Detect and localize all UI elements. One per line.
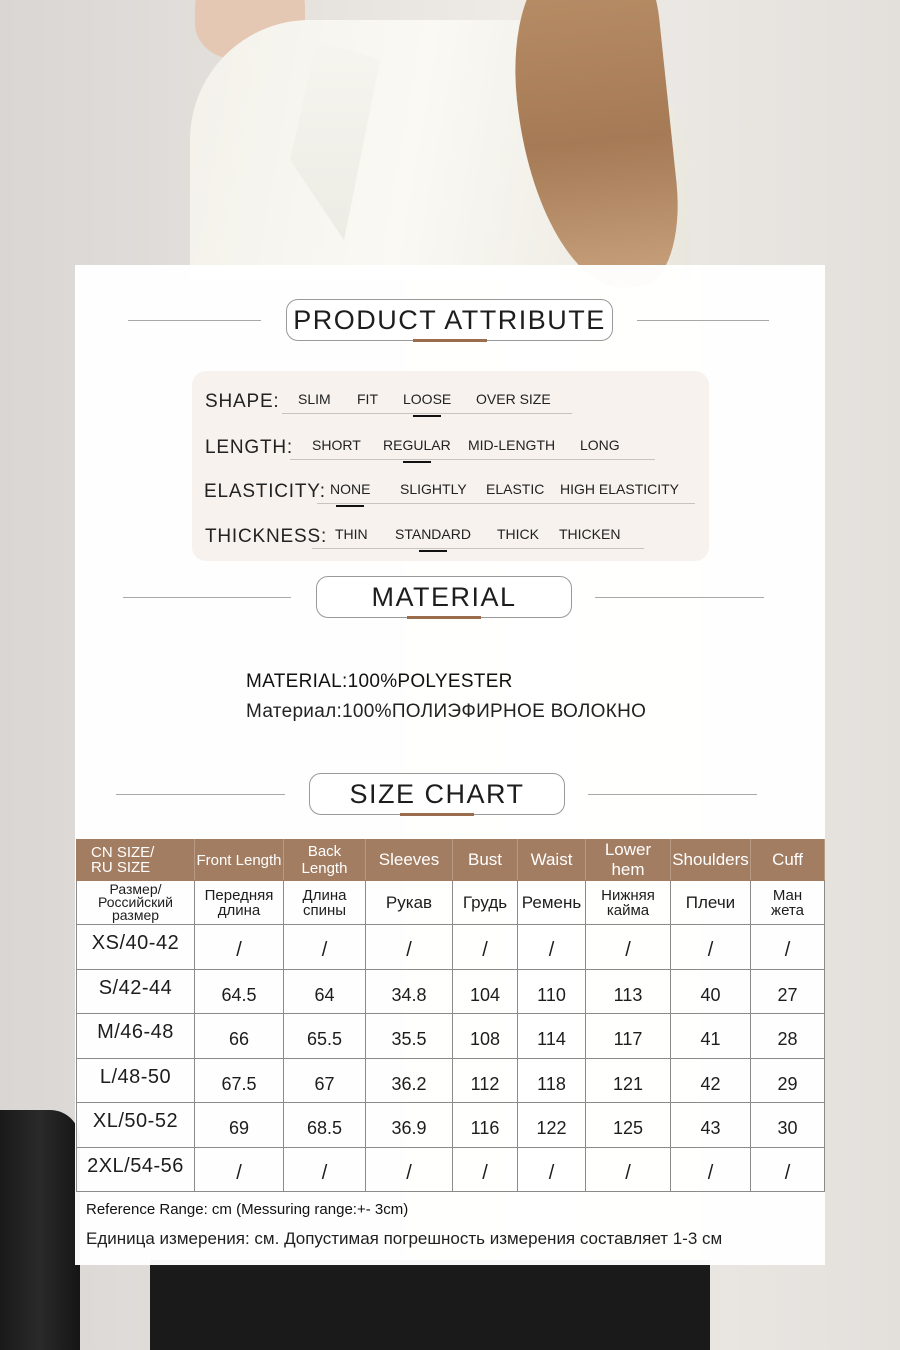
attr-label: THICKNESS: xyxy=(205,526,328,547)
header-cell: Front Length xyxy=(195,840,284,881)
attr-rule xyxy=(312,548,644,549)
info-panel xyxy=(75,265,825,1265)
attr-option: THICKEN xyxy=(559,526,621,542)
header-cell: Lower hem xyxy=(586,840,671,881)
size-value: 28 xyxy=(751,1014,825,1059)
attr-row-thickness xyxy=(192,524,709,554)
size-value: 113 xyxy=(586,969,671,1014)
size-value: 67.5 xyxy=(195,1058,284,1103)
attr-option: SHORT xyxy=(312,437,361,453)
attr-row-length xyxy=(192,435,709,465)
header-cell: Bust xyxy=(453,840,518,881)
size-value: 43 xyxy=(671,1103,751,1148)
ru-header-cell: Нижняя кайма xyxy=(586,881,671,925)
size-label: S/42-44 xyxy=(77,969,195,1014)
attr-label: LENGTH: xyxy=(205,437,293,458)
attr-option: THIN xyxy=(335,526,368,542)
size-value: 64 xyxy=(284,969,366,1014)
attr-label: SHAPE: xyxy=(205,391,280,412)
size-value: 104 xyxy=(453,969,518,1014)
divider-line xyxy=(637,320,769,321)
size-value: 67 xyxy=(284,1058,366,1103)
material-line-ru: Материал:100%ПОЛИЭФИРНОЕ ВОЛОКНО xyxy=(246,701,647,722)
size-label: XL/50-52 xyxy=(77,1103,195,1148)
black-pants xyxy=(150,1260,710,1350)
section-title-text: MATERIAL xyxy=(371,581,517,612)
ru-header-text: Российский xyxy=(98,894,173,910)
size-value: 112 xyxy=(453,1058,518,1103)
divider-line xyxy=(588,794,757,795)
ru-header-text: Размер/ xyxy=(109,881,162,897)
size-value: 108 xyxy=(453,1014,518,1059)
attr-option: THICK xyxy=(497,526,539,542)
reference-note-en: Reference Range: cm (Messuring range:+- 3cm) xyxy=(86,1201,409,1218)
size-value: / xyxy=(586,1147,671,1192)
attr-option: FIT xyxy=(357,391,378,407)
size-value: / xyxy=(751,925,825,970)
size-row-xl xyxy=(77,1103,825,1148)
size-value: / xyxy=(453,1147,518,1192)
size-label: L/48-50 xyxy=(77,1058,195,1103)
size-row-2xl xyxy=(77,1147,825,1192)
material-title xyxy=(316,576,572,618)
header-cell: Shoulders xyxy=(671,840,751,881)
size-value: / xyxy=(195,1147,284,1192)
size-value: 29 xyxy=(751,1058,825,1103)
header-cell: Waist xyxy=(518,840,586,881)
size-value: 122 xyxy=(518,1103,586,1148)
size-value: 40 xyxy=(671,969,751,1014)
size-value: / xyxy=(518,1147,586,1192)
attr-rule xyxy=(290,459,655,460)
ru-header-cell: Ремень xyxy=(518,881,586,925)
size-value: 30 xyxy=(751,1103,825,1148)
header-text: RU SIZE xyxy=(91,859,151,876)
ru-header-cell: Ман жета xyxy=(751,881,825,925)
size-ru-header-row xyxy=(77,881,825,925)
size-row-xs xyxy=(77,925,825,970)
size-value: 36.2 xyxy=(366,1058,453,1103)
size-value: / xyxy=(366,925,453,970)
section-title-text: SIZE CHART xyxy=(349,778,525,809)
size-value: / xyxy=(195,925,284,970)
size-value: 41 xyxy=(671,1014,751,1059)
header-text: CN SIZE/ xyxy=(91,844,155,861)
ru-header-size xyxy=(77,881,195,925)
product-attribute-title xyxy=(286,299,613,341)
ru-header-cell: Передняя длина xyxy=(195,881,284,925)
size-value: 27 xyxy=(751,969,825,1014)
ru-header-cell: Длина спины xyxy=(284,881,366,925)
size-value: 42 xyxy=(671,1058,751,1103)
material-line-en: MATERIAL:100%POLYESTER xyxy=(246,671,513,692)
attr-label: ELASTICITY: xyxy=(204,481,326,502)
attr-option: SLIGHTLY xyxy=(400,481,467,497)
attr-row-shape xyxy=(192,389,709,419)
title-underline xyxy=(413,339,487,342)
attr-option-selected: REGULAR xyxy=(383,437,451,453)
size-value: / xyxy=(518,925,586,970)
ru-header-cell: Плечи xyxy=(671,881,751,925)
attr-option: SLIM xyxy=(298,391,331,407)
size-value: 118 xyxy=(518,1058,586,1103)
size-value: / xyxy=(751,1147,825,1192)
ru-header-cell: Рукав xyxy=(366,881,453,925)
size-value: 69 xyxy=(195,1103,284,1148)
attr-option: ELASTIC xyxy=(486,481,545,497)
size-chart-title xyxy=(309,773,565,815)
divider-line xyxy=(123,597,291,598)
title-underline xyxy=(400,813,474,816)
size-row-l xyxy=(77,1058,825,1103)
attr-option: LONG xyxy=(580,437,620,453)
attr-option-selected: STANDARD xyxy=(395,526,471,542)
size-value: / xyxy=(284,1147,366,1192)
ru-header-text: размер xyxy=(111,907,160,923)
size-row-s xyxy=(77,969,825,1014)
title-underline xyxy=(407,616,481,619)
size-value: 65.5 xyxy=(284,1014,366,1059)
size-label: M/46-48 xyxy=(77,1014,195,1059)
size-value: 125 xyxy=(586,1103,671,1148)
size-value: / xyxy=(284,925,366,970)
header-cell: Back Length xyxy=(284,840,366,881)
size-value: / xyxy=(366,1147,453,1192)
black-bag xyxy=(0,1110,80,1350)
size-value: 34.8 xyxy=(366,969,453,1014)
divider-line xyxy=(595,597,764,598)
header-cell: Sleeves xyxy=(366,840,453,881)
size-value: 68.5 xyxy=(284,1103,366,1148)
reference-note-ru: Единица измерения: см. Допустимая погрешность измерения составляет 1-3 см xyxy=(86,1229,723,1248)
size-header-row xyxy=(77,840,825,881)
size-value: 35.5 xyxy=(366,1014,453,1059)
size-value: / xyxy=(671,925,751,970)
size-value: 114 xyxy=(518,1014,586,1059)
size-label: 2XL/54-56 xyxy=(77,1147,195,1192)
size-value: 121 xyxy=(586,1058,671,1103)
size-table xyxy=(76,839,825,1192)
size-label: XS/40-42 xyxy=(77,925,195,970)
attr-option: OVER SIZE xyxy=(476,391,551,407)
size-value: 66 xyxy=(195,1014,284,1059)
size-row-m xyxy=(77,1014,825,1059)
size-value: / xyxy=(453,925,518,970)
attr-option-selected: NONE xyxy=(330,481,371,497)
header-cn-size xyxy=(77,840,195,881)
ru-header-cell: Грудь xyxy=(453,881,518,925)
attr-option-selected: LOOSE xyxy=(403,391,452,407)
divider-line xyxy=(116,794,285,795)
size-value: 117 xyxy=(586,1014,671,1059)
attribute-box xyxy=(192,371,709,561)
attr-rule xyxy=(317,503,695,504)
size-value: / xyxy=(586,925,671,970)
attr-option: MID-LENGTH xyxy=(468,437,556,453)
size-value: 64.5 xyxy=(195,969,284,1014)
section-title-text: PRODUCT ATTRIBUTE xyxy=(293,304,606,335)
size-value: 110 xyxy=(518,969,586,1014)
divider-line xyxy=(128,320,261,321)
header-cell: Cuff xyxy=(751,840,825,881)
attr-option: HIGH ELASTICITY xyxy=(560,481,680,497)
size-value: 36.9 xyxy=(366,1103,453,1148)
size-value: / xyxy=(671,1147,751,1192)
size-value: 116 xyxy=(453,1103,518,1148)
attr-row-elasticity xyxy=(192,479,709,509)
